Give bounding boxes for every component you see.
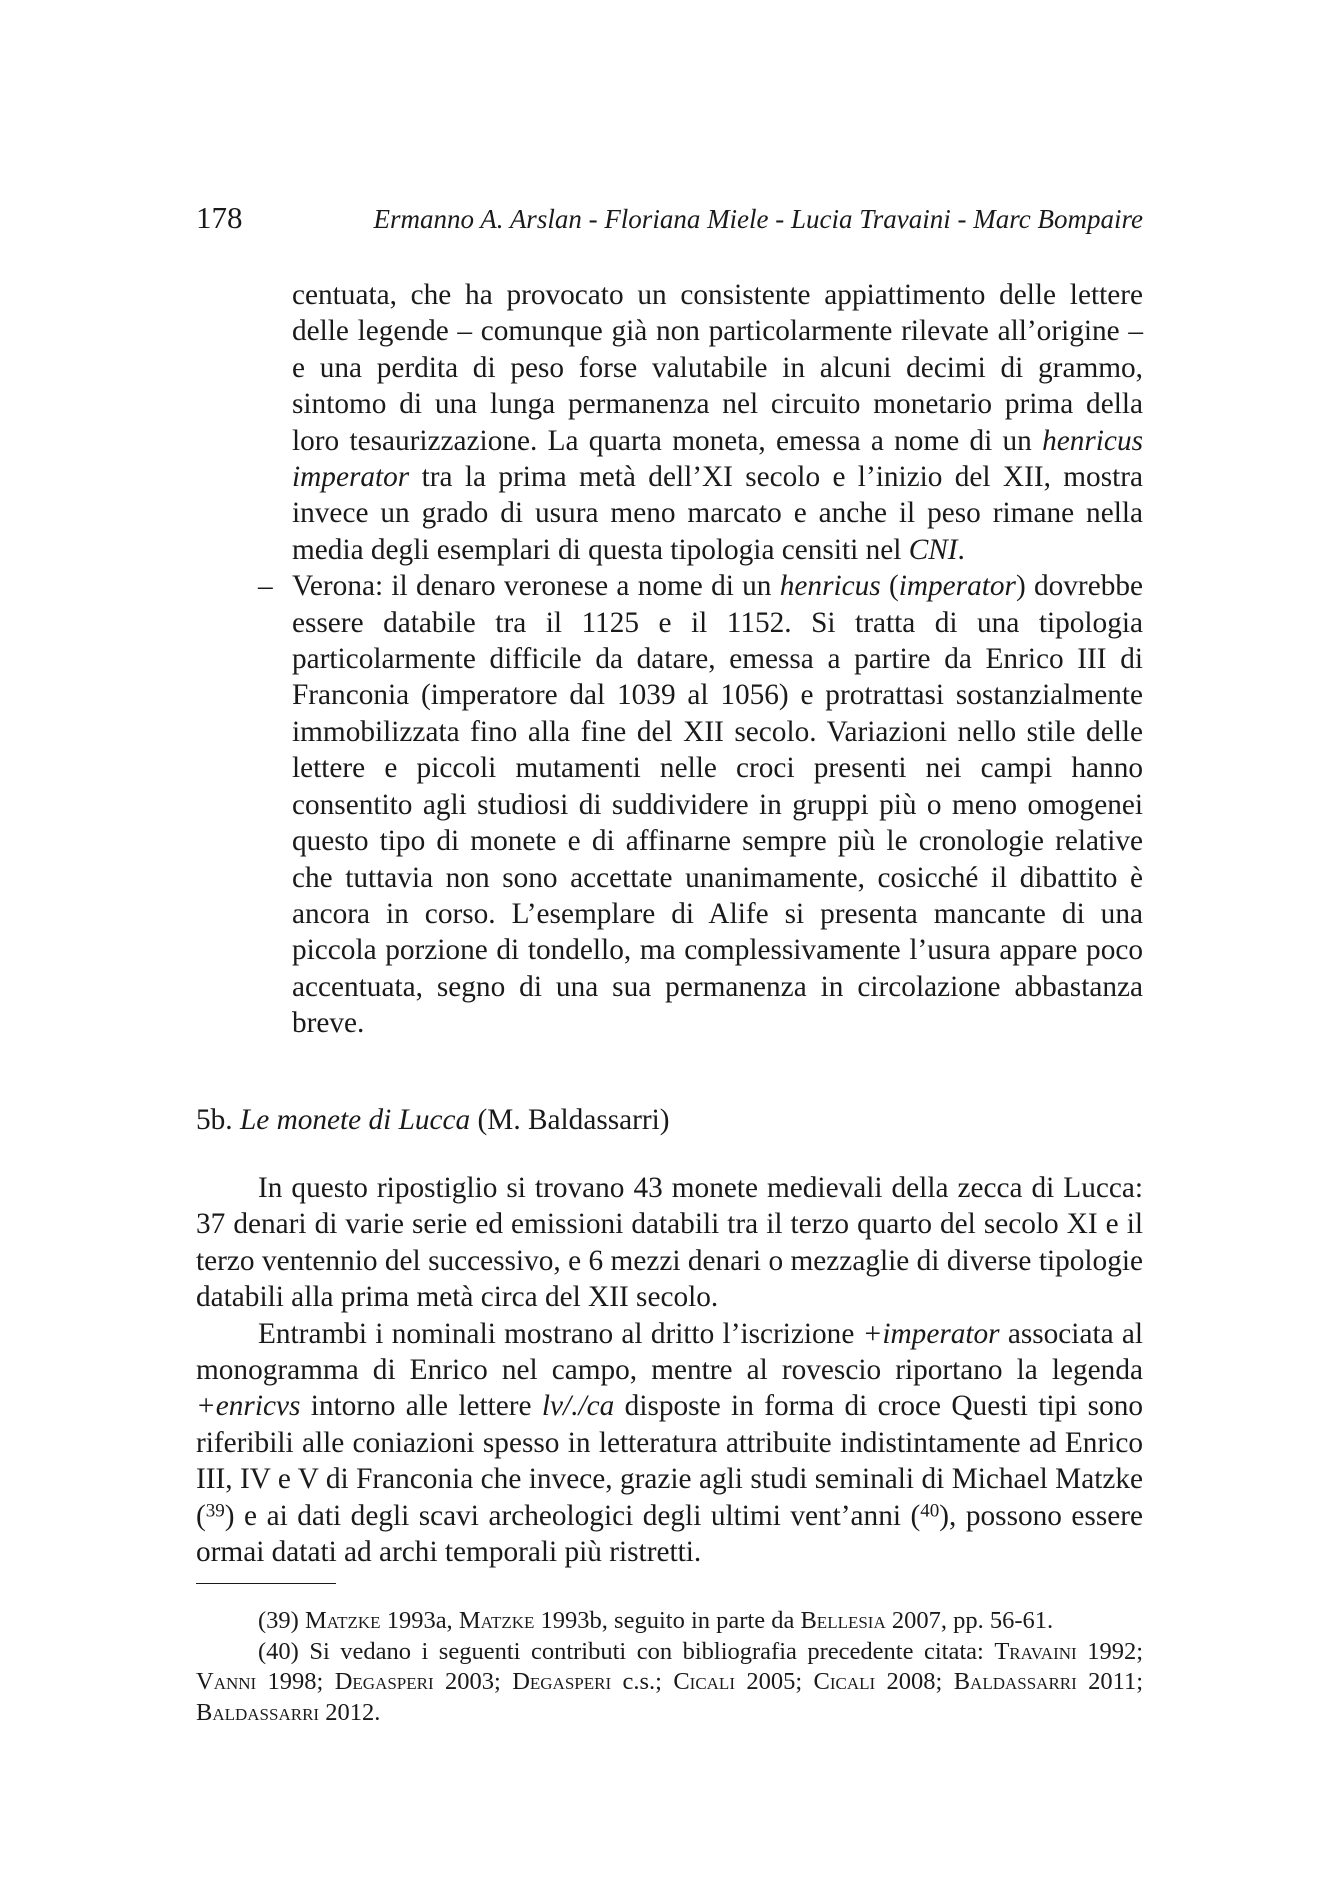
author-name: Travaini	[994, 1637, 1077, 1665]
author-name: Matzke	[458, 1607, 535, 1634]
running-head: Ermanno A. Arslan - Floriana Miele - Lucia Travaini - Marc Bompaire	[373, 204, 1143, 234]
author-name: Baldassarri	[196, 1698, 320, 1726]
text-span: 1992;	[1087, 1637, 1143, 1665]
text-span: ), possono essere ormai datati ad archi temporali più ristretti.	[196, 1499, 1143, 1568]
italic-term: lv/./ca	[541, 1390, 615, 1423]
page-header	[196, 200, 1143, 236]
text-span: tra la prima metà dell’XI secolo e l’inizio del XII, mostra invece un grado di usura meno marcato e anche il peso rimane nella media degli esemplari di questa tipologia censiti nel	[292, 461, 1143, 566]
author-name: Degasperi	[512, 1668, 612, 1695]
paragraph	[196, 1316, 1143, 1571]
body-text	[196, 277, 1143, 1570]
section-author: (M. Baldassarri)	[477, 1103, 670, 1136]
footnote-number: (40)	[258, 1637, 299, 1665]
footnotes	[196, 1583, 1143, 1728]
footnote-divider	[196, 1583, 336, 1584]
footnote-ref[interactable]: 39	[205, 1500, 225, 1522]
text-span: c.s.;	[622, 1668, 662, 1695]
author-name: Cicali	[673, 1668, 735, 1695]
italic-term: imperator	[898, 570, 1016, 603]
text-span: .	[957, 533, 965, 566]
text-span: 1993b, seguito in parte da	[540, 1607, 795, 1634]
text-span: 2005;	[746, 1668, 803, 1695]
text-span: ) dovrebbe essere databile tra il 1125 e il 1152. Si tratta di una tipologia particolarmente difficile da datare, emessa a partire da Enrico III di Franconia (imperatore dal 1039 al 1056) e protrattasi sostanzialmente immobilizzata fino alla fine del XII secolo. Variazioni nello stile delle lettere e piccoli mutamenti nelle croci presenti nei campi hanno consentito agli studiosi di suddividere in gruppi più o meno omogenei questo tipo di monete e di affinarne sempre più le cronologie relative che tuttavia non sono accettate unanimamente, cosicché il dibattito è ancora in corso. L’esemplare di Alife si presenta mancante di una piccola porzione di tondello, ma complessivamente l’usura appare poco accentuata, segno di una sua permanenza in circolazione abbastanza breve.	[292, 570, 1143, 1040]
text-span: intorno alle lettere	[310, 1390, 532, 1423]
page-number: 178	[196, 200, 243, 235]
italic-term: CNI	[908, 533, 958, 566]
text-span: 2012.	[325, 1698, 381, 1726]
paragraph: In questo ripostiglio si trovano 43 monete medievali della zecca di Lucca: 37 denari di varie serie ed emissioni databili tra il terzo quarto del secolo XI e il terzo ventennio del successivo, e 6 mezzi denari o mezzaglie di diverse tipologie databili alla prima metà circa del XII secolo.	[196, 1171, 1143, 1314]
text-span: 2008;	[886, 1668, 943, 1695]
text-span: Si vedano i seguenti contributi con bibliografia precedente citata:	[309, 1637, 984, 1665]
text-span: (	[888, 570, 899, 603]
text-span: centuata, che ha provocato un consistente appiattimento delle lettere delle legende – comunque già non particolarmente rilevate all’origine – e una perdita di peso forse valutabile in alcuni decimi di grammo, sintomo di una lunga permanenza nel circuito monetario prima della loro tesaurizzazione. La quarta moneta, emessa a nome di un	[292, 279, 1143, 457]
author-name: Bellesia	[800, 1607, 886, 1634]
section-heading	[196, 1102, 1143, 1138]
text-span: 1998;	[267, 1668, 324, 1695]
footnote-ref[interactable]: 40	[920, 1500, 940, 1522]
text-span: disposte in forma di croce Questi tipi sono riferibili alle coniazioni spesso in letteratura attribuite indistintamente ad Enrico III, IV e V di Franconia che invece, grazie agli studi seminali di Michael Matzke (	[196, 1390, 1144, 1532]
text-span: 2003;	[445, 1668, 501, 1695]
text-span: Entrambi i nominali mostrano al dritto l’iscrizione	[258, 1317, 855, 1350]
section-title: Le monete di Lucca	[239, 1103, 471, 1136]
italic-term: +imperator	[862, 1317, 1000, 1350]
text-span: 2007, pp. 56-61.	[891, 1607, 1054, 1634]
italic-term: henricus	[779, 570, 881, 603]
paragraph-continuation	[196, 277, 1143, 568]
section-number: 5b.	[196, 1103, 233, 1136]
footnote-39	[196, 1606, 1143, 1637]
text-span: Verona: il denaro veronese a nome di un	[292, 570, 772, 603]
author-name: Matzke	[304, 1607, 381, 1634]
list-dash: –	[258, 570, 273, 603]
author-name: Vanni	[196, 1668, 257, 1695]
author-name: Cicali	[813, 1668, 876, 1695]
italic-term: +enricvs	[196, 1390, 301, 1423]
author-name: Baldassarri	[953, 1668, 1077, 1695]
author-name: Degasperi	[334, 1668, 434, 1695]
text-span: ) e ai dati degli scavi archeologici degli ultimi vent’anni (	[224, 1499, 921, 1532]
text-span: 1993a,	[386, 1607, 453, 1634]
footnote-number: (39)	[258, 1607, 299, 1634]
text-span: 2011;	[1088, 1668, 1144, 1695]
text-span: associata al monogramma di Enrico nel campo, mentre al rovescio riportano la legenda	[196, 1317, 1143, 1386]
list-item-verona	[196, 568, 1143, 1041]
italic-term: henricus imperator	[292, 424, 1143, 494]
footnote-40	[196, 1637, 1143, 1729]
